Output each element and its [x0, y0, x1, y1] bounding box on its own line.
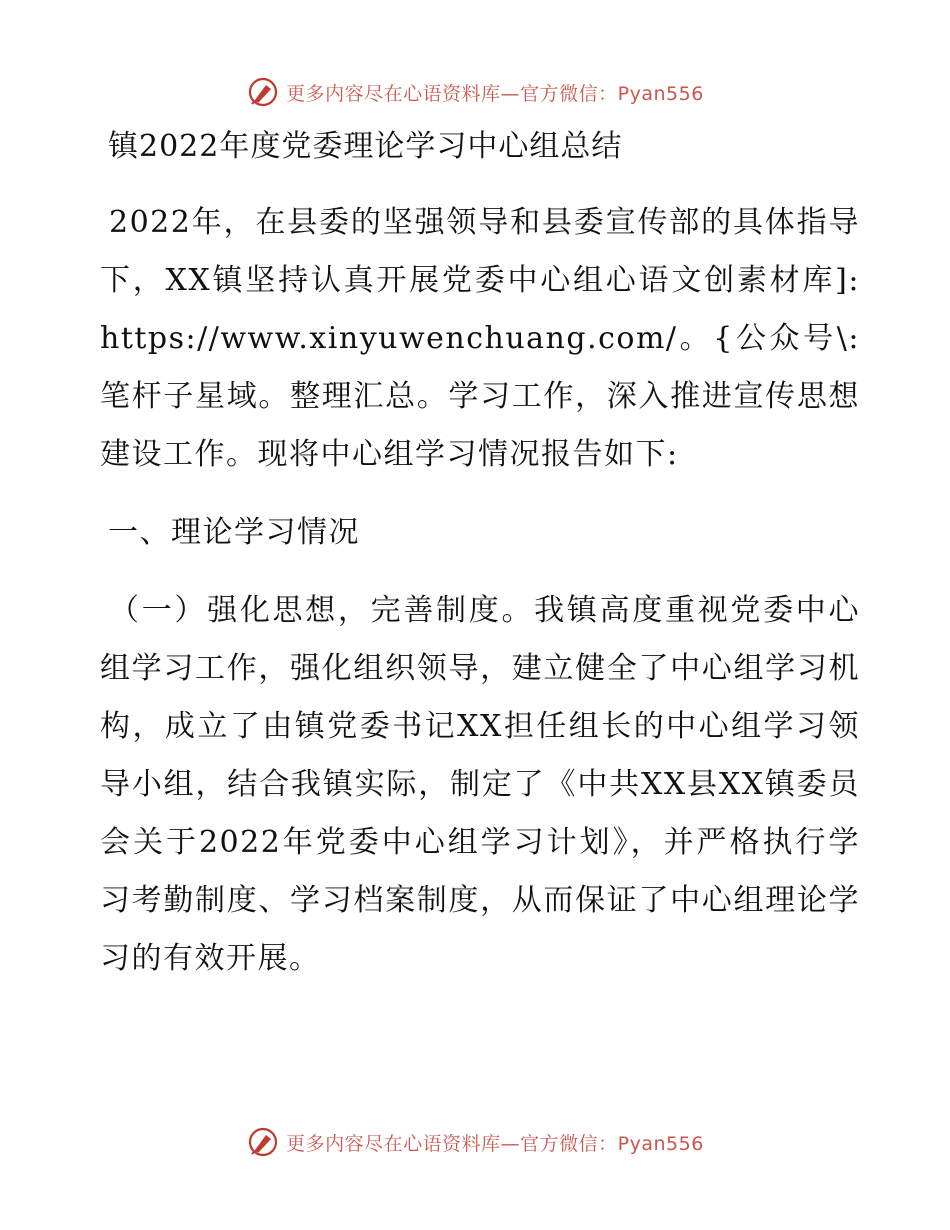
header-watermark — [0, 72, 950, 112]
pen-nib-logo-icon — [246, 1125, 280, 1159]
document-title: 镇2022年度党委理论学习中心组总结 — [108, 129, 623, 164]
section-heading: 一、理论学习情况 — [108, 515, 360, 550]
watermark-text: 更多内容尽在心语资料库—官方微信：Pyan556 — [286, 1132, 704, 1155]
body-paragraph: （一）强化思想，完善制度。我镇高度重视党委中心组学习工作，强化组织领导，建立健全了中心组学习机构，成立了由镇党委书记XX担任组长的中心组学习领导小组，结合我镇实际，制定了《中共XX县XX镇委员会关于2022年党委中心组学习计划》，并严格执行学习考勤制度、学习档案制度，从而保证了中心组理论学习的有效开展。 — [100, 593, 860, 976]
footer-watermark — [0, 1122, 950, 1162]
pen-nib-logo-icon — [246, 75, 280, 109]
watermark-text: 更多内容尽在心语资料库—官方微信：Pyan556 — [286, 82, 704, 105]
intro-paragraph: 2022年，在县委的坚强领导和县委宣传部的具体指导下，XX镇坚持认真开展党委中心组心语文创素材库]: https://www.xinyuwenchuang.com/。{公众号\: 笔杆子星域。整理汇总。学习工作，深入推进宣传思想建设工作。现将中心组学习情况报告如下: — [100, 205, 860, 472]
document-body — [100, 118, 860, 988]
